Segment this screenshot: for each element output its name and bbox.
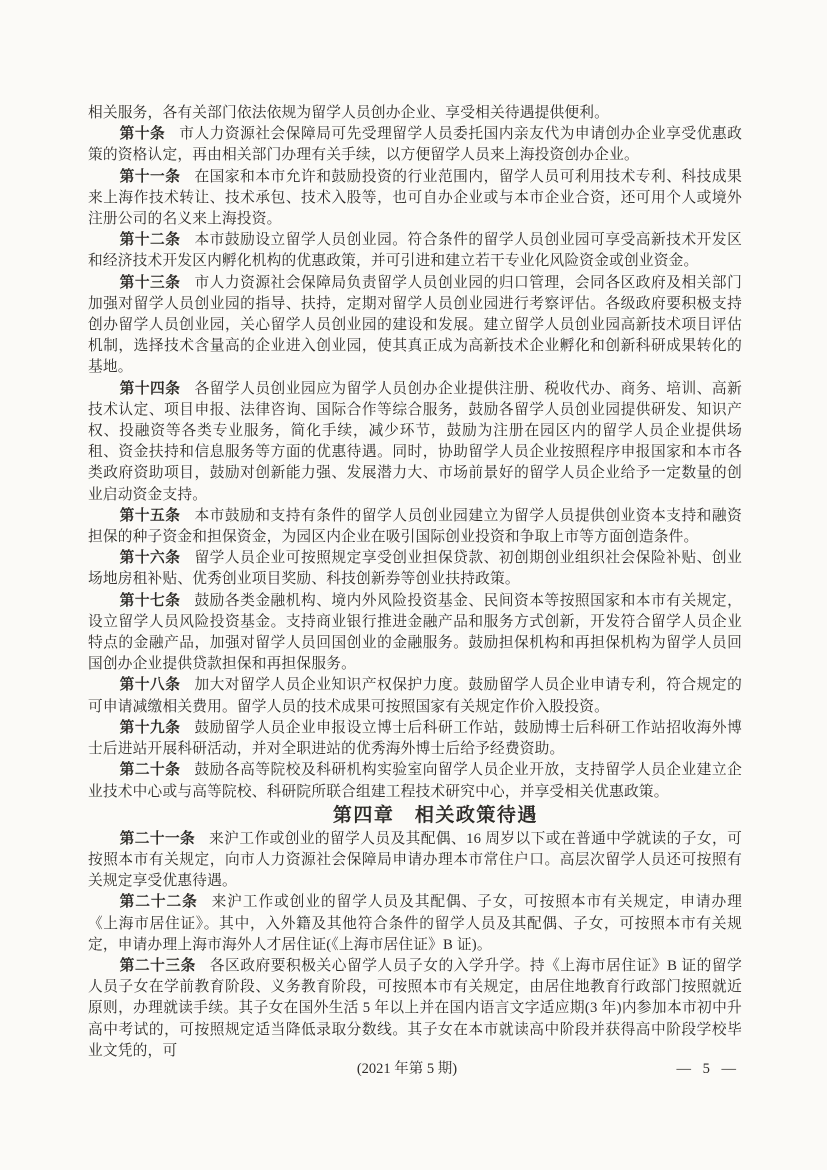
article-text: 鼓励留学人员企业申报设立博士后科研工作站，鼓励博士后科研工作站招收海外博士后进站开展科研活动，并对全职进站的优秀海外博士后给予经费资助。 <box>88 719 742 758</box>
document-text-block <box>88 103 742 1062</box>
article-19 <box>88 718 742 760</box>
article-23 <box>88 956 742 1062</box>
article-number: 第十条 <box>119 126 166 143</box>
article-number: 第十三条 <box>119 274 181 291</box>
article-number: 第十一条 <box>119 168 181 185</box>
article-14 <box>88 379 742 506</box>
page-footer <box>88 1058 742 1080</box>
article-text: 鼓励各高等院校及科研机构实验室向留学人员企业开放，支持留学人员企业建立企业技术中心或与高等院校、科研院所联合组建工程技术研究中心，并享受相关优惠政策。 <box>88 762 742 800</box>
chapter-heading: 第四章 相关政策待遇 <box>332 804 538 826</box>
article-text: 加大对留学人员企业知识产权保护力度。鼓励留学人员企业申请专利，符合规定的可申请减缴相关费用。留学人员的技术成果可按照国家有关规定作价入股投资。 <box>88 677 742 715</box>
article-11 <box>88 167 742 231</box>
page-number: — 5 — <box>676 1061 740 1077</box>
article-20 <box>88 760 742 802</box>
article-number: 第十九条 <box>119 719 181 736</box>
article-text: 各留学人员创业园应为留学人员创办企业提供注册、税收代办、商务、培训、高新技术认定、项目申报、法律咨询、国际合作等综合服务，鼓励各留学人员创业园提供研发、知识产权、投融资等各类专业服务，简化手续，减少环节，鼓励为注册在园区内的留学人员企业提供场租、资金扶持和信息服务等方面的优惠待遇。同时，协助留学人员企业按照程序申报国家和本市各类政府资助项目，鼓励对创新能力强、发展潜力大、市场前景好的留学人员企业给予一定数量的创业启动资金支持。 <box>88 380 742 503</box>
article-number: 第十四条 <box>119 380 181 397</box>
article-text: 本市鼓励设立留学人员创业园。符合条件的留学人员创业园可享受高新技术开发区和经济技术开发区内孵化机构的优惠政策，并可引进和建立若干专业化风险资金或创业资金。 <box>88 232 742 270</box>
article-number: 第二十二条 <box>119 894 198 911</box>
article-text: 市人力资源社会保障局可先受理留学人员委托国内亲友代为申请创办企业享受优惠政策的资格认定，再由相关部门办理有关手续，以方便留学人员来上海投资创办企业。 <box>88 126 743 164</box>
article-15 <box>88 506 742 548</box>
article-text: 来沪工作或创业的留学人员及其配偶、子女，可按照本市有关规定，申请办理《上海市居住证》。其中，入外籍及其他符合条件的留学人员及其配偶、子女，可按照本市有关规定，申请办理上海市海外人才居住证(《上海市居住证》B 证)。 <box>88 894 742 953</box>
article-16 <box>88 548 742 590</box>
article-17 <box>88 591 742 676</box>
article-number: 第二十三条 <box>119 957 196 974</box>
continuation-paragraph <box>88 103 742 124</box>
paragraph-text: 相关服务，各有关部门依法依规为留学人员创办企业、享受相关待遇提供便利。 <box>88 105 610 121</box>
article-18 <box>88 675 742 717</box>
article-text: 鼓励各类金融机构、境内外风险投资基金、民间资本等按照国家和本市有关规定，设立留学人员风险投资基金。支持商业银行推进金融产品和服务方式创新，开发符合留学人员企业特点的金融产品，加强对留学人员回国创业的金融服务。鼓励担保机构和再担保机构为留学人员回国创办企业提供贷款担保和再担保服务。 <box>88 592 742 673</box>
issue-label: (2021 年第 5 期) <box>356 1061 458 1077</box>
article-text: 留学人员企业可按照规定享受创业担保贷款、初创期创业组织社会保险补贴、创业场地房租补贴、优秀创业项目奖励、科技创新券等创业扶持政策。 <box>88 550 742 588</box>
article-text: 各区政府要积极关心留学人员子女的入学升学。持《上海市居住证》B 证的留学人员子女在学前教育阶段、义务教育阶段，可按照本市有关规定，由居住地教育行政部门按照就近原则，办理就读手续。其子女在国外生活 5 年以上并在国内语言文字适应期(3 年)内参加本市初中升高中考试的，可按照规定适当降低录取分数线。其子女在本市就读高中阶段并获得高中阶段学校毕业文凭的，可 <box>88 957 742 1059</box>
article-number: 第二十条 <box>119 762 181 779</box>
article-text: 来沪工作或创业的留学人员及其配偶、16 周岁以下或在普通中学就读的子女，可按照本市有关规定，向市人力资源社会保障局申请办理本市常住户口。高层次留学人员还可按照有关规定享受优惠待遇。 <box>88 830 742 890</box>
article-number: 第十二条 <box>119 232 181 249</box>
article-text: 本市鼓励和支持有条件的留学人员创业园建立为留学人员提供创业资本支持和融资担保的种子资金和担保资金，为园区内企业在吸引国际创业投资和争取上市等方面创造条件。 <box>88 507 742 546</box>
article-text: 市人力资源社会保障局负责留学人员创业园的归口管理，会同各区政府及相关部门加强对留学人员创业园的指导、扶持，定期对留学人员创业园进行考察评估。各级政府要积极支持创办留学人员创业园，关心留学人员创业园的建设和发展。建立留学人员创业园高新技术项目评估机制，选择技术含量高的企业进入创业园，使其真正成为高新技术企业孵化和创新科研成果转化的基地。 <box>88 274 742 376</box>
article-number: 第十七条 <box>119 592 181 609</box>
article-12 <box>88 230 742 272</box>
article-number: 第十六条 <box>119 550 181 567</box>
article-13 <box>88 273 742 379</box>
article-number: 第十五条 <box>119 507 181 524</box>
article-text: 在国家和本市允许和鼓励投资的行业范围内，留学人员可利用技术专利、科技成果来上海作技术转让、技术承包、技术入股等，也可自办企业或与本市企业合资，还可用个人或境外注册公司的名义来上海投资。 <box>88 168 742 228</box>
article-22 <box>88 892 742 956</box>
article-number: 第二十一条 <box>119 830 196 847</box>
article-21 <box>88 829 742 893</box>
article-10 <box>88 124 742 166</box>
article-number: 第十八条 <box>119 677 181 694</box>
